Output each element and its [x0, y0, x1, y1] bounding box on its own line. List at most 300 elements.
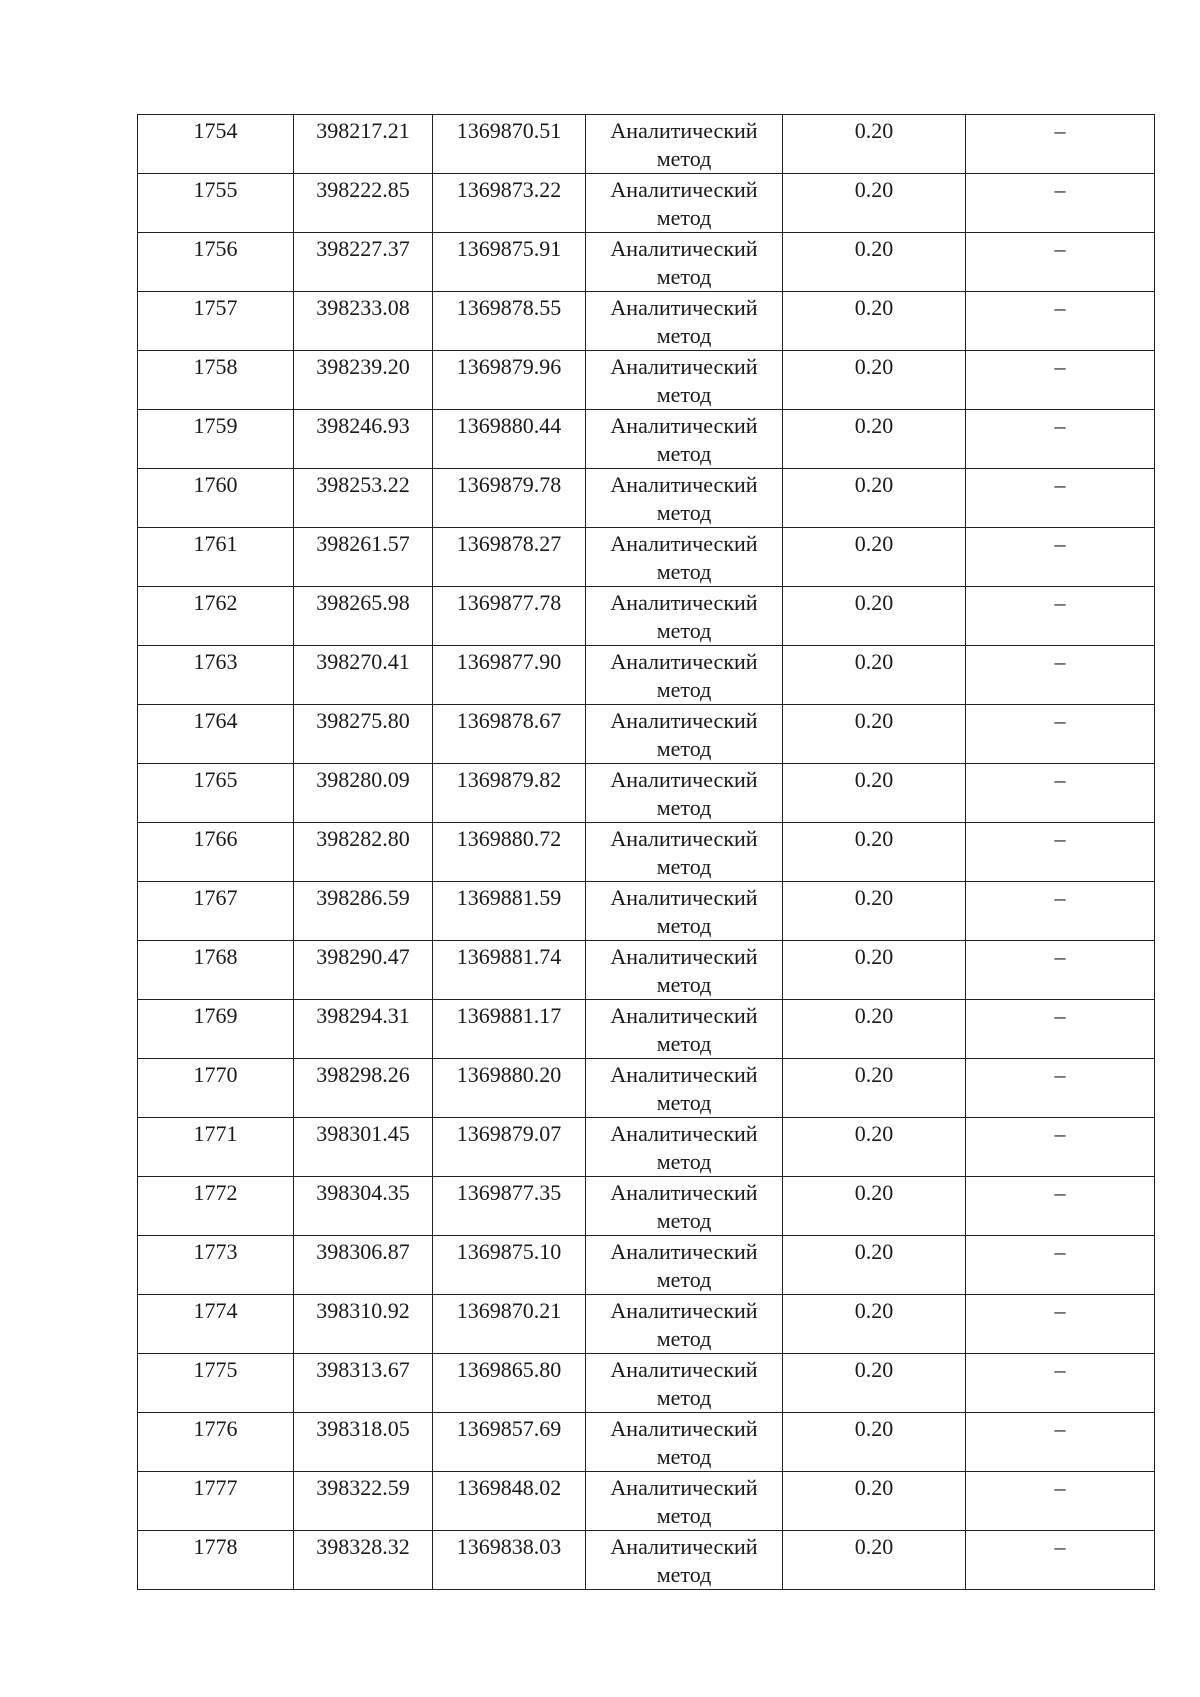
- x-coordinate: 398310.92: [316, 1298, 410, 1323]
- accuracy-cell: [783, 1531, 966, 1590]
- point-number: 1757: [193, 295, 238, 320]
- note-value: –: [1054, 236, 1066, 261]
- x-coordinate-cell: [294, 587, 433, 646]
- y-coordinate-cell: [433, 1118, 586, 1177]
- table-row: [138, 115, 1155, 174]
- x-coordinate-cell: [294, 1059, 433, 1118]
- point-number: 1758: [193, 354, 238, 379]
- point-number: 1755: [193, 177, 238, 202]
- x-coordinate-cell: [294, 1000, 433, 1059]
- point-number: 1764: [193, 708, 238, 733]
- method-line-2: метод: [656, 500, 712, 525]
- y-coordinate: 1369879.78: [456, 472, 562, 497]
- note-value: –: [1054, 649, 1066, 674]
- accuracy-value: 0.20: [854, 944, 894, 969]
- x-coordinate: 398328.32: [316, 1534, 410, 1559]
- method-line-2: метод: [656, 559, 712, 584]
- note-cell: [966, 115, 1155, 174]
- x-coordinate: 398306.87: [316, 1239, 410, 1264]
- accuracy-value: 0.20: [854, 708, 894, 733]
- x-coordinate: 398286.59: [316, 885, 410, 910]
- accuracy-cell: [783, 292, 966, 351]
- method-line-2: метод: [656, 382, 712, 407]
- y-coordinate: 1369873.22: [456, 177, 562, 202]
- note-cell: [966, 1472, 1155, 1531]
- method-line-2: метод: [656, 795, 712, 820]
- y-coordinate: 1369878.27: [456, 531, 562, 556]
- method-cell: [586, 1354, 783, 1413]
- method-line-1: Аналитический: [610, 767, 758, 792]
- point-number-cell: [138, 528, 294, 587]
- point-number-cell: [138, 1118, 294, 1177]
- y-coordinate: 1369865.80: [456, 1357, 562, 1382]
- y-coordinate-cell: [433, 1295, 586, 1354]
- x-coordinate-cell: [294, 469, 433, 528]
- accuracy-cell: [783, 174, 966, 233]
- x-coordinate-cell: [294, 174, 433, 233]
- y-coordinate: 1369880.20: [456, 1062, 562, 1087]
- method-cell: [586, 1000, 783, 1059]
- accuracy-cell: [783, 882, 966, 941]
- method-cell: [586, 646, 783, 705]
- point-number: 1777: [193, 1475, 238, 1500]
- y-coordinate: 1369870.21: [456, 1298, 562, 1323]
- method-cell: [586, 233, 783, 292]
- y-coordinate: 1369878.55: [456, 295, 562, 320]
- note-value: –: [1054, 944, 1066, 969]
- x-coordinate-cell: [294, 823, 433, 882]
- accuracy-cell: [783, 351, 966, 410]
- accuracy-value: 0.20: [854, 1475, 894, 1500]
- point-number: 1768: [193, 944, 238, 969]
- x-coordinate: 398313.67: [316, 1357, 410, 1382]
- point-number-cell: [138, 705, 294, 764]
- y-coordinate: 1369870.51: [456, 118, 562, 143]
- note-value: –: [1054, 1121, 1066, 1146]
- accuracy-cell: [783, 1059, 966, 1118]
- method-cell: [586, 292, 783, 351]
- point-number-cell: [138, 292, 294, 351]
- method-line-2: метод: [656, 1503, 712, 1528]
- method-line-2: метод: [656, 146, 712, 171]
- method-cell: [586, 587, 783, 646]
- y-coordinate-cell: [433, 528, 586, 587]
- note-cell: [966, 233, 1155, 292]
- y-coordinate: 1369881.59: [456, 885, 562, 910]
- method-cell: [586, 469, 783, 528]
- note-value: –: [1054, 472, 1066, 497]
- accuracy-cell: [783, 646, 966, 705]
- table-row: [138, 1472, 1155, 1531]
- method-cell: [586, 1295, 783, 1354]
- x-coordinate: 398301.45: [316, 1121, 410, 1146]
- y-coordinate-cell: [433, 351, 586, 410]
- note-value: –: [1054, 1357, 1066, 1382]
- table-row: [138, 1000, 1155, 1059]
- x-coordinate: 398275.80: [316, 708, 410, 733]
- x-coordinate-cell: [294, 1118, 433, 1177]
- point-number-cell: [138, 1236, 294, 1295]
- method-line-1: Аналитический: [610, 1475, 758, 1500]
- point-number: 1766: [193, 826, 238, 851]
- note-value: –: [1054, 177, 1066, 202]
- x-coordinate: 398290.47: [316, 944, 410, 969]
- y-coordinate: 1369877.90: [456, 649, 562, 674]
- accuracy-value: 0.20: [854, 885, 894, 910]
- method-line-1: Аналитический: [610, 177, 758, 202]
- method-line-2: метод: [656, 1444, 712, 1469]
- point-number-cell: [138, 1000, 294, 1059]
- table-row: [138, 882, 1155, 941]
- x-coordinate-cell: [294, 705, 433, 764]
- point-number-cell: [138, 351, 294, 410]
- method-line-1: Аналитический: [610, 826, 758, 851]
- method-line-1: Аналитический: [610, 531, 758, 556]
- accuracy-value: 0.20: [854, 236, 894, 261]
- table-row: [138, 1177, 1155, 1236]
- accuracy-value: 0.20: [854, 1121, 894, 1146]
- x-coordinate: 398298.26: [316, 1062, 410, 1087]
- method-line-1: Аналитический: [610, 413, 758, 438]
- method-line-2: метод: [656, 1326, 712, 1351]
- accuracy-value: 0.20: [854, 649, 894, 674]
- y-coordinate: 1369875.10: [456, 1239, 562, 1264]
- table-row: [138, 351, 1155, 410]
- point-number-cell: [138, 882, 294, 941]
- x-coordinate: 398261.57: [316, 531, 410, 556]
- method-line-2: метод: [656, 1208, 712, 1233]
- y-coordinate-cell: [433, 764, 586, 823]
- note-cell: [966, 1236, 1155, 1295]
- accuracy-value: 0.20: [854, 767, 894, 792]
- method-line-1: Аналитический: [610, 1239, 758, 1264]
- point-number-cell: [138, 1177, 294, 1236]
- point-number: 1774: [193, 1298, 238, 1323]
- method-line-2: метод: [656, 972, 712, 997]
- note-cell: [966, 705, 1155, 764]
- y-coordinate-cell: [433, 292, 586, 351]
- x-coordinate-cell: [294, 528, 433, 587]
- x-coordinate-cell: [294, 233, 433, 292]
- note-cell: [966, 174, 1155, 233]
- y-coordinate-cell: [433, 587, 586, 646]
- method-line-2: метод: [656, 677, 712, 702]
- x-coordinate-cell: [294, 351, 433, 410]
- accuracy-value: 0.20: [854, 590, 894, 615]
- method-line-2: метод: [656, 205, 712, 230]
- y-coordinate: 1369880.44: [456, 413, 562, 438]
- point-number: 1761: [193, 531, 238, 556]
- accuracy-cell: [783, 115, 966, 174]
- method-cell: [586, 941, 783, 1000]
- x-coordinate: 398239.20: [316, 354, 410, 379]
- x-coordinate: 398253.22: [316, 472, 410, 497]
- note-value: –: [1054, 708, 1066, 733]
- table-row: [138, 1295, 1155, 1354]
- point-number: 1769: [193, 1003, 238, 1028]
- table-row: [138, 764, 1155, 823]
- accuracy-value: 0.20: [854, 826, 894, 851]
- method-line-2: метод: [656, 1149, 712, 1174]
- y-coordinate-cell: [433, 410, 586, 469]
- x-coordinate-cell: [294, 1295, 433, 1354]
- accuracy-value: 0.20: [854, 472, 894, 497]
- note-value: –: [1054, 885, 1066, 910]
- note-cell: [966, 1177, 1155, 1236]
- y-coordinate: 1369881.17: [456, 1003, 562, 1028]
- y-coordinate: 1369857.69: [456, 1416, 562, 1441]
- accuracy-cell: [783, 528, 966, 587]
- note-value: –: [1054, 1180, 1066, 1205]
- note-value: –: [1054, 1003, 1066, 1028]
- method-line-1: Аналитический: [610, 649, 758, 674]
- table-row: [138, 705, 1155, 764]
- point-number: 1771: [193, 1121, 238, 1146]
- point-number: 1759: [193, 413, 238, 438]
- note-value: –: [1054, 118, 1066, 143]
- method-line-1: Аналитический: [610, 1121, 758, 1146]
- note-value: –: [1054, 531, 1066, 556]
- y-coordinate: 1369877.35: [456, 1180, 562, 1205]
- y-coordinate-cell: [433, 646, 586, 705]
- accuracy-value: 0.20: [854, 1239, 894, 1264]
- method-cell: [586, 705, 783, 764]
- accuracy-value: 0.20: [854, 177, 894, 202]
- accuracy-cell: [783, 941, 966, 1000]
- note-value: –: [1054, 826, 1066, 851]
- point-number-cell: [138, 410, 294, 469]
- note-value: –: [1054, 767, 1066, 792]
- x-coordinate-cell: [294, 882, 433, 941]
- method-line-1: Аналитический: [610, 1003, 758, 1028]
- y-coordinate: 1369881.74: [456, 944, 562, 969]
- method-line-2: метод: [656, 618, 712, 643]
- accuracy-cell: [783, 587, 966, 646]
- method-cell: [586, 528, 783, 587]
- method-line-1: Аналитический: [610, 118, 758, 143]
- accuracy-cell: [783, 1177, 966, 1236]
- method-cell: [586, 1472, 783, 1531]
- note-cell: [966, 1531, 1155, 1590]
- note-value: –: [1054, 1239, 1066, 1264]
- coordinates-table: [137, 114, 1155, 1590]
- point-number-cell: [138, 1413, 294, 1472]
- point-number-cell: [138, 1472, 294, 1531]
- x-coordinate: 398294.31: [316, 1003, 410, 1028]
- x-coordinate: 398227.37: [316, 236, 410, 261]
- accuracy-value: 0.20: [854, 118, 894, 143]
- y-coordinate: 1369838.03: [456, 1534, 562, 1559]
- x-coordinate: 398265.98: [316, 590, 410, 615]
- point-number-cell: [138, 1059, 294, 1118]
- point-number: 1776: [193, 1416, 238, 1441]
- y-coordinate-cell: [433, 1531, 586, 1590]
- note-value: –: [1054, 1062, 1066, 1087]
- method-cell: [586, 351, 783, 410]
- accuracy-value: 0.20: [854, 1180, 894, 1205]
- x-coordinate-cell: [294, 1354, 433, 1413]
- method-line-1: Аналитический: [610, 1534, 758, 1559]
- method-line-2: метод: [656, 736, 712, 761]
- table-row: [138, 410, 1155, 469]
- x-coordinate: 398222.85: [316, 177, 410, 202]
- x-coordinate-cell: [294, 1472, 433, 1531]
- x-coordinate: 398270.41: [316, 649, 410, 674]
- accuracy-cell: [783, 469, 966, 528]
- method-line-1: Аналитический: [610, 708, 758, 733]
- note-cell: [966, 823, 1155, 882]
- method-cell: [586, 1236, 783, 1295]
- accuracy-cell: [783, 823, 966, 882]
- accuracy-value: 0.20: [854, 354, 894, 379]
- x-coordinate-cell: [294, 115, 433, 174]
- point-number: 1767: [193, 885, 238, 910]
- point-number-cell: [138, 115, 294, 174]
- x-coordinate: 398304.35: [316, 1180, 410, 1205]
- table-row: [138, 469, 1155, 528]
- note-cell: [966, 1059, 1155, 1118]
- y-coordinate-cell: [433, 174, 586, 233]
- method-cell: [586, 823, 783, 882]
- y-coordinate-cell: [433, 1236, 586, 1295]
- point-number-cell: [138, 587, 294, 646]
- note-cell: [966, 587, 1155, 646]
- note-cell: [966, 941, 1155, 1000]
- method-line-2: метод: [656, 1031, 712, 1056]
- accuracy-cell: [783, 705, 966, 764]
- method-line-1: Аналитический: [610, 590, 758, 615]
- note-cell: [966, 1354, 1155, 1413]
- note-cell: [966, 1413, 1155, 1472]
- y-coordinate: 1369879.82: [456, 767, 562, 792]
- point-number: 1770: [193, 1062, 238, 1087]
- table-row: [138, 1236, 1155, 1295]
- x-coordinate-cell: [294, 410, 433, 469]
- method-line-1: Аналитический: [610, 236, 758, 261]
- method-cell: [586, 882, 783, 941]
- method-line-1: Аналитический: [610, 1180, 758, 1205]
- point-number-cell: [138, 174, 294, 233]
- note-value: –: [1054, 1416, 1066, 1441]
- table-row: [138, 174, 1155, 233]
- y-coordinate-cell: [433, 823, 586, 882]
- y-coordinate-cell: [433, 1413, 586, 1472]
- y-coordinate-cell: [433, 115, 586, 174]
- method-cell: [586, 410, 783, 469]
- method-line-1: Аналитический: [610, 1062, 758, 1087]
- accuracy-cell: [783, 764, 966, 823]
- point-number-cell: [138, 469, 294, 528]
- method-line-2: метод: [656, 1562, 712, 1587]
- x-coordinate: 398217.21: [316, 118, 410, 143]
- x-coordinate-cell: [294, 764, 433, 823]
- accuracy-value: 0.20: [854, 1298, 894, 1323]
- point-number: 1772: [193, 1180, 238, 1205]
- note-cell: [966, 764, 1155, 823]
- table-row: [138, 646, 1155, 705]
- point-number-cell: [138, 941, 294, 1000]
- point-number: 1765: [193, 767, 238, 792]
- accuracy-value: 0.20: [854, 531, 894, 556]
- point-number-cell: [138, 1531, 294, 1590]
- method-cell: [586, 1531, 783, 1590]
- accuracy-value: 0.20: [854, 1357, 894, 1382]
- method-cell: [586, 764, 783, 823]
- note-cell: [966, 1000, 1155, 1059]
- table-row: [138, 1354, 1155, 1413]
- table-row: [138, 823, 1155, 882]
- y-coordinate-cell: [433, 882, 586, 941]
- y-coordinate-cell: [433, 1000, 586, 1059]
- note-cell: [966, 292, 1155, 351]
- point-number: 1773: [193, 1239, 238, 1264]
- accuracy-cell: [783, 1118, 966, 1177]
- y-coordinate-cell: [433, 1059, 586, 1118]
- accuracy-value: 0.20: [854, 1534, 894, 1559]
- method-cell: [586, 115, 783, 174]
- table-row: [138, 1413, 1155, 1472]
- note-value: –: [1054, 295, 1066, 320]
- y-coordinate-cell: [433, 1472, 586, 1531]
- note-cell: [966, 1295, 1155, 1354]
- y-coordinate: 1369878.67: [456, 708, 562, 733]
- y-coordinate: 1369880.72: [456, 826, 562, 851]
- method-line-1: Аналитический: [610, 1357, 758, 1382]
- y-coordinate: 1369879.07: [456, 1121, 562, 1146]
- method-cell: [586, 1177, 783, 1236]
- method-line-2: метод: [656, 323, 712, 348]
- table-row: [138, 1118, 1155, 1177]
- accuracy-cell: [783, 1236, 966, 1295]
- x-coordinate-cell: [294, 1236, 433, 1295]
- table-row: [138, 587, 1155, 646]
- y-coordinate: 1369879.96: [456, 354, 562, 379]
- y-coordinate: 1369848.02: [456, 1475, 562, 1500]
- method-line-2: метод: [656, 854, 712, 879]
- note-cell: [966, 882, 1155, 941]
- method-line-1: Аналитический: [610, 1416, 758, 1441]
- accuracy-value: 0.20: [854, 1416, 894, 1441]
- method-cell: [586, 1413, 783, 1472]
- table-row: [138, 1059, 1155, 1118]
- point-number: 1775: [193, 1357, 238, 1382]
- note-value: –: [1054, 354, 1066, 379]
- point-number: 1778: [193, 1534, 238, 1559]
- y-coordinate-cell: [433, 1177, 586, 1236]
- note-cell: [966, 410, 1155, 469]
- x-coordinate-cell: [294, 1531, 433, 1590]
- note-cell: [966, 528, 1155, 587]
- point-number-cell: [138, 1354, 294, 1413]
- point-number-cell: [138, 1295, 294, 1354]
- x-coordinate-cell: [294, 1177, 433, 1236]
- method-cell: [586, 1059, 783, 1118]
- note-value: –: [1054, 1475, 1066, 1500]
- x-coordinate: 398282.80: [316, 826, 410, 851]
- accuracy-cell: [783, 1472, 966, 1531]
- method-line-1: Аналитический: [610, 472, 758, 497]
- table-row: [138, 1531, 1155, 1590]
- note-cell: [966, 646, 1155, 705]
- y-coordinate-cell: [433, 233, 586, 292]
- note-value: –: [1054, 1298, 1066, 1323]
- note-cell: [966, 351, 1155, 410]
- y-coordinate-cell: [433, 469, 586, 528]
- method-line-2: метод: [656, 1267, 712, 1292]
- accuracy-cell: [783, 1354, 966, 1413]
- point-number: 1762: [193, 590, 238, 615]
- point-number-cell: [138, 646, 294, 705]
